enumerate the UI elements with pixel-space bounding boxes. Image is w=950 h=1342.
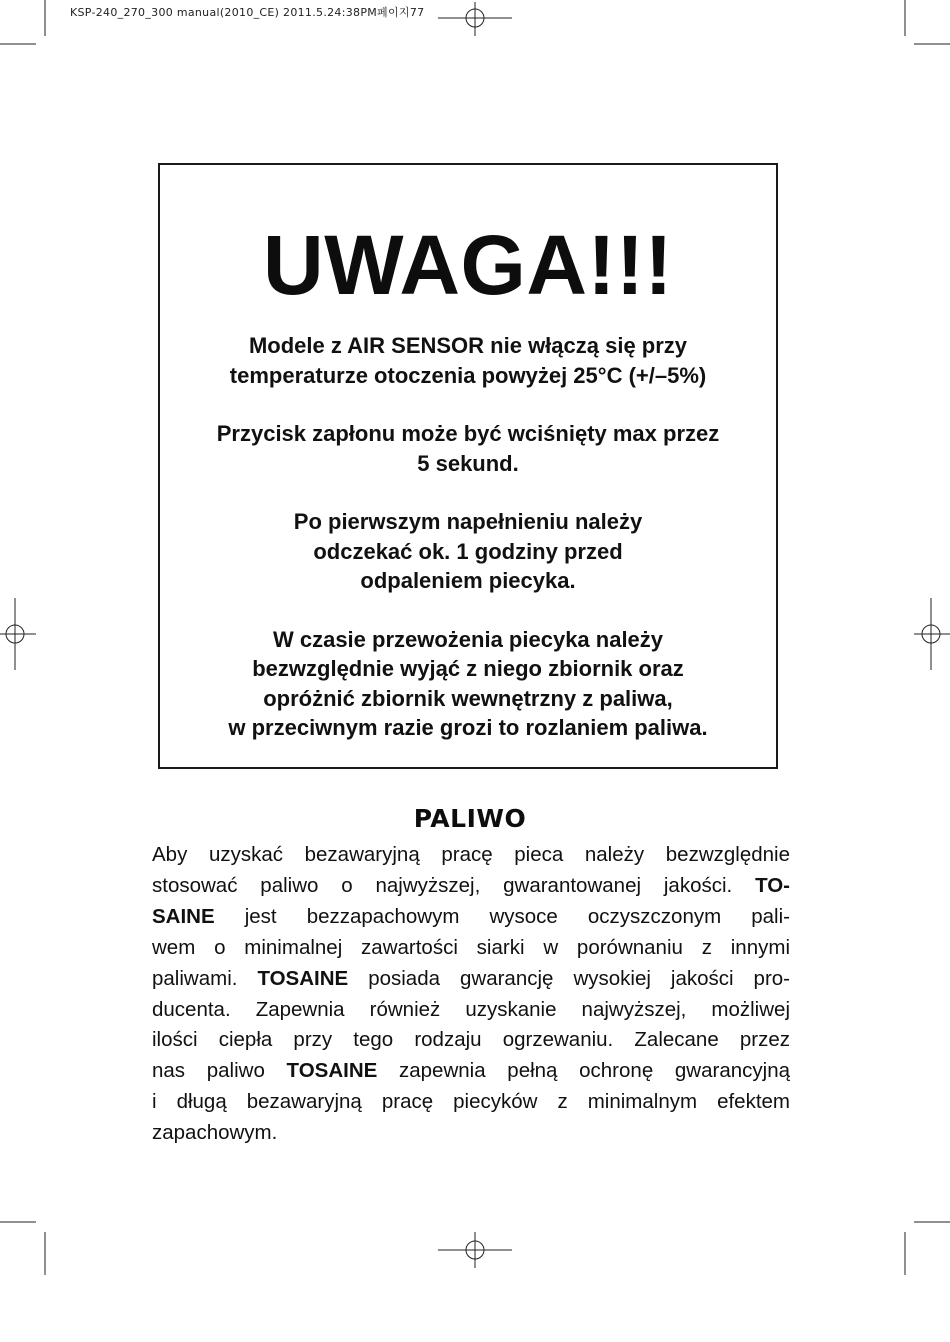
body-text-run: jest bezzapachowym wysoce oczyszczonym pali- bbox=[214, 904, 790, 928]
body-text-run: wem o minimalnej zawartości siarki w porównaniu z innymi bbox=[152, 935, 790, 959]
body-text-run: i długą bezawaryjną pracę piecyków z minimalnym efektem bbox=[152, 1090, 790, 1114]
registration-target-bottom-icon bbox=[438, 1232, 512, 1268]
warning-line: Modele z AIR SENSOR nie włączą się przy bbox=[248, 333, 688, 358]
warning-line: temperaturze otoczenia powyżej 25°C (+/–5%) bbox=[229, 362, 707, 388]
body-text-run: Aby uzyskać bezawaryjną pracę pieca należy bezwzględnie bbox=[152, 843, 790, 866]
body-text-run: paliwami. bbox=[152, 966, 258, 990]
body-text-run: nas paliwo bbox=[152, 1059, 287, 1083]
body-line bbox=[152, 1087, 790, 1118]
warning-title: UWAGA!!! bbox=[263, 218, 673, 312]
brand-name: TOSAINE bbox=[286, 1059, 378, 1083]
body-line bbox=[152, 933, 790, 964]
body-line bbox=[152, 964, 790, 995]
body-text-run: zapachowym. bbox=[152, 1121, 278, 1145]
registration-target-right-icon bbox=[914, 598, 950, 670]
body-line bbox=[152, 840, 790, 871]
body-line bbox=[152, 1056, 790, 1087]
warning-line: opróżnić zbiornik wewnętrzny z paliwa, bbox=[263, 685, 673, 711]
body-text-run: ducenta. Zapewnia również uzyskanie najwyższej, możliwej bbox=[152, 997, 790, 1021]
warning-line: 5 sekund. bbox=[417, 450, 519, 476]
body-text-run: posiada gwarancję wysokiej jakości pro- bbox=[348, 966, 791, 990]
warning-line: odczekać ok. 1 godziny przed bbox=[313, 538, 623, 564]
warning-line: bezwzględnie wyjąć z niego zbiornik oraz bbox=[252, 656, 684, 681]
print-header: KSP-240_270_300 manual(2010_CE) 2011.5.24:38PM페이지77 bbox=[70, 6, 425, 19]
body-line bbox=[152, 995, 790, 1026]
body-line bbox=[152, 871, 790, 902]
body-line bbox=[152, 1025, 790, 1056]
brand-name: TO- bbox=[755, 873, 790, 897]
warning-paragraph-transport bbox=[172, 625, 764, 743]
warning-paragraph-first-fill bbox=[172, 507, 764, 596]
brand-name: SAINE bbox=[152, 904, 215, 928]
warning-line: Po pierwszym napełnieniu należy bbox=[293, 509, 643, 534]
body-line bbox=[152, 1118, 790, 1149]
warning-box bbox=[158, 163, 778, 769]
warning-paragraph-ignition-button bbox=[172, 419, 764, 478]
brand-name: TOSAINE bbox=[257, 966, 349, 990]
body-line bbox=[152, 902, 790, 933]
body-text-run: zapewnia pełną ochronę gwarancyjną bbox=[377, 1059, 790, 1083]
fuel-section-title: PALIWO bbox=[413, 804, 527, 833]
fuel-section-body bbox=[152, 840, 790, 1149]
body-text-run: ilości ciepła przy tego rodzaju ogrzewaniu. Zalecane przez bbox=[152, 1028, 790, 1052]
warning-line: odpaleniem piecyka. bbox=[360, 568, 576, 593]
warning-paragraphs bbox=[172, 331, 764, 772]
warning-paragraph-air-sensor bbox=[172, 331, 764, 390]
warning-line: Przycisk zapłonu może być wciśnięty max przez bbox=[216, 421, 720, 446]
warning-line: W czasie przewożenia piecyka należy bbox=[272, 626, 664, 652]
body-text-run: stosować paliwo o najwyższej, gwarantowanej jakości. bbox=[152, 873, 756, 897]
registration-target-top-icon bbox=[438, 2, 512, 36]
registration-target-left-icon bbox=[0, 598, 36, 670]
warning-line: w przeciwnym razie grozi to rozlaniem paliwa. bbox=[228, 715, 708, 740]
